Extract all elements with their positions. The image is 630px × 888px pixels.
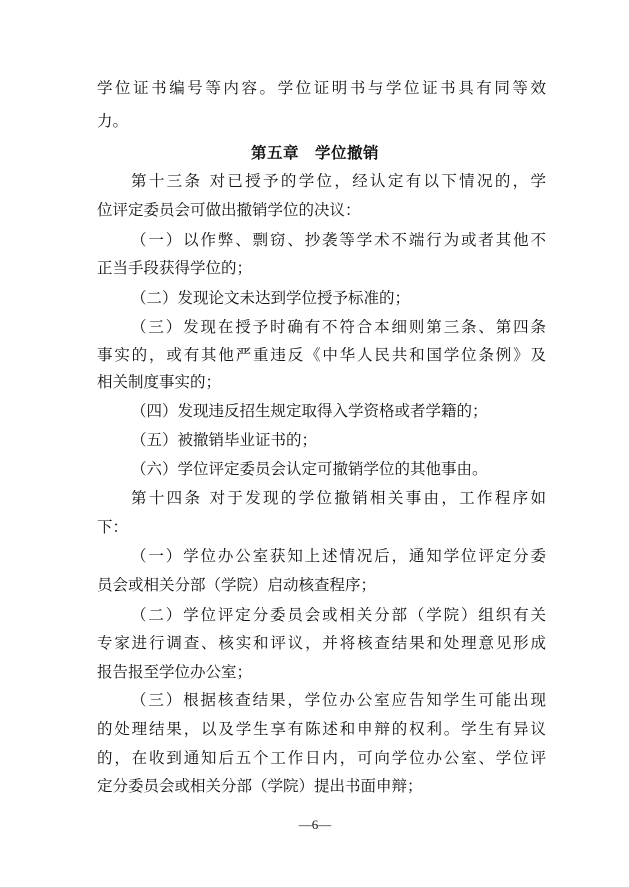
page-number: —6— (298, 817, 332, 832)
article-13-item-5: （五）被撤销毕业证书的； (131, 431, 318, 449)
article-14-item-1-line-2: 员会或相关分部（学院）启动核查程序； (97, 576, 377, 594)
article-13-item-6: （六）学位评定委员会认定可撤销学位的其他事由。 (131, 460, 488, 478)
article-14-item-2-line-3: 报告报至学位办公室； (97, 663, 253, 681)
article-14-item-2-line-2: 专家进行调查、核实和评议，并将核查结果和处理意见形成 (97, 634, 546, 652)
article-13-item-1-line-2: 正当手段获得学位的； (97, 259, 253, 277)
article-13-item-1-line-1: （一）以作弊、剽窃、抄袭等学术不端行为或者其他不 (131, 231, 546, 249)
chapter-title: 第五章 学位撤销 (250, 144, 379, 162)
continued-text-line-2: 力。 (97, 112, 129, 130)
article-13-item-2: （二）发现论文未达到学位授予标准的； (131, 289, 411, 307)
article-13-item-3-line-1: （三）发现在授予时确有不符合本细则第三条、第四条 (131, 318, 546, 336)
article-13-intro-line-2: 位评定委员会可做出撤销学位的决议： (97, 201, 361, 219)
article-13-intro-line-1: 第十三条 对已授予的学位，经认定有以下情况的，学 (131, 172, 546, 190)
continued-text-line-1: 学位证书编号等内容。学位证明书与学位证书具有同等效 (97, 79, 546, 97)
article-14-intro-line-2: 下： (97, 518, 129, 536)
article-14-item-1-line-1: （一）学位办公室获知上述情况后，通知学位评定分委 (131, 547, 546, 565)
article-14-item-2-line-1: （二）学位评定分委员会或相关分部（学院）组织有关 (131, 606, 546, 624)
article-14-item-3-line-3: 的，在收到通知后五个工作日内，可向学位办公室、学位评 (97, 749, 546, 767)
article-14-intro-line-1: 第十四条 对于发现的学位撤销相关事由，工作程序如 (131, 489, 546, 507)
article-14-item-3-line-1: （三）根据核查结果，学位办公室应告知学生可能出现 (131, 691, 546, 709)
article-13-item-4: （四）发现违反招生规定取得入学资格或者学籍的； (131, 402, 488, 420)
article-13-item-3-line-2: 事实的，或有其他严重违反《中华人民共和国学位条例》及 (97, 346, 546, 364)
article-14-item-3-line-4: 定分委员会或相关分部（学院）提出书面申辩； (97, 777, 423, 795)
article-13-item-3-line-3: 相关制度事实的； (97, 373, 222, 391)
article-14-item-3-line-2: 的处理结果，以及学生享有陈述和申辩的权利。学生有异议 (97, 720, 546, 738)
